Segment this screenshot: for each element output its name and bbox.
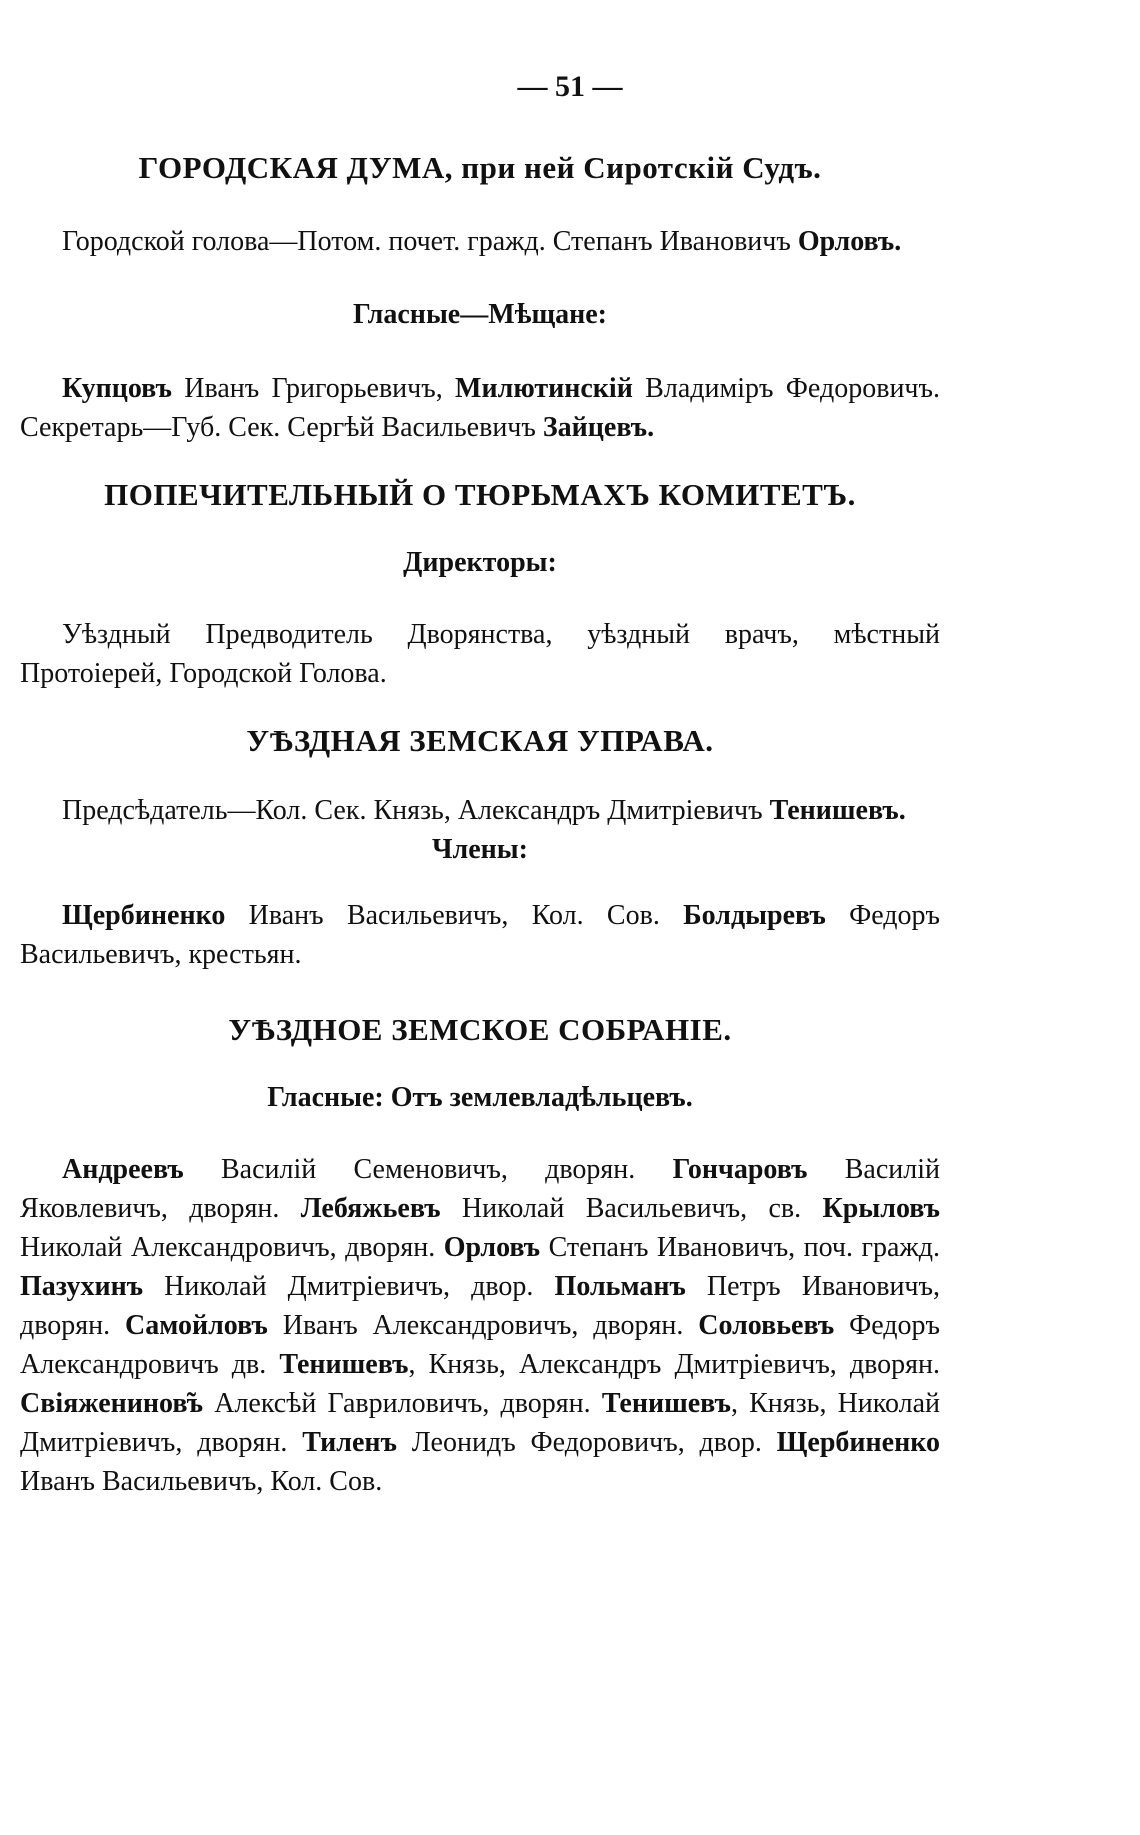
uprava-member-text: Федоръ Васильевичъ, крестьян. [20, 900, 940, 970]
uprava-chair-paragraph [20, 791, 940, 830]
page-body [20, 150, 940, 1501]
uprava-members-paragraph [20, 896, 940, 974]
member-surname: Гончаровъ [672, 1154, 808, 1185]
member-details: Петръ Ивановичъ, дворян. [20, 1271, 940, 1341]
duma-member-name: Милютинскій [455, 373, 633, 404]
sobranie-subhead: Гласные: Отъ землевладѣльцевъ. [267, 1082, 693, 1113]
member-surname: Тенишевъ [279, 1349, 409, 1380]
member-details: , Князь, Николай Дмитріевичъ, дворян. [20, 1388, 940, 1458]
uprava-chair-name: Тенишевъ. [769, 795, 906, 826]
duma-head-text: Городской голова—Потом. почет. гражд. Степанъ Ивановичъ [62, 226, 798, 257]
duma-member-text: Владиміръ Федоровичъ. Секретарь—Губ. Сек. Сергѣй Васильевичъ [20, 373, 940, 443]
member-details: Иванъ Александровичъ, дворян. [267, 1310, 699, 1341]
member-surname: Тиленъ [302, 1427, 397, 1458]
member-surname: Щербиненко [776, 1427, 941, 1458]
duma-members-paragraph [20, 369, 940, 447]
section-title-uprava: УѢЗДНАЯ ЗЕМСКАЯ УПРАВА. [246, 723, 714, 758]
member-details: Василій Семеновичъ, дворян. [183, 1154, 673, 1185]
member-details: Василій Яковлевичъ, дворян. [20, 1154, 940, 1224]
duma-member-name: Купцовъ [62, 373, 172, 404]
list-item [302, 1427, 776, 1458]
duma-member-name: Зайцевъ. [542, 412, 655, 443]
member-surname: Самойловъ [125, 1310, 268, 1341]
list-item [279, 1349, 940, 1380]
list-item [301, 1193, 823, 1224]
uprava-member-name: Щербиненко [62, 900, 226, 931]
uprava-member-name: Болдыревъ [683, 900, 826, 931]
member-surname: Орловъ [443, 1232, 541, 1263]
member-details: Николай Александровичъ, дворян. [20, 1232, 444, 1263]
member-details: Степанъ Ивановичъ, поч. гражд. [540, 1232, 940, 1263]
member-surname: Свіяженинов̃ъ [20, 1388, 204, 1419]
uprava-member-text: Иванъ Васильевичъ, Кол. Сов. [225, 900, 684, 931]
uprava-chair-text: Предсѣдатель—Кол. Сек. Князь, Александръ Дмитріевичъ [62, 795, 770, 826]
list-item [20, 1271, 555, 1302]
member-surname: Андреевъ [62, 1154, 184, 1185]
duma-head-paragraph [20, 222, 940, 261]
member-details: , Князь, Александръ Дмитріевичъ, дворян. [408, 1349, 941, 1380]
page-number: — 51 — [517, 70, 623, 103]
sobranie-list-paragraph [20, 1150, 940, 1501]
member-details: Леонидъ Федоровичъ, двор. [396, 1427, 777, 1458]
section-title-prisons: ПОПЕЧИТЕЛЬНЫЙ О ТЮРЬМАХЪ КОМИТЕТЪ. [104, 477, 856, 512]
member-surname: Тенишевъ [601, 1388, 731, 1419]
duma-head-name: Орловъ. [797, 226, 902, 257]
section-title-sobranie: УѢЗДНОЕ ЗЕМСКОЕ СОБРАНІЕ. [228, 1012, 732, 1047]
uprava-subhead: Члены: [431, 834, 528, 865]
section-title-duma: ГОРОДСКАЯ ДУМА, при ней Сиротскій Судъ. [138, 150, 822, 185]
member-surname: Соловьевъ [698, 1310, 835, 1341]
member-details: Алексѣй Гавриловичъ, дворян. [203, 1388, 602, 1419]
member-details: Иванъ Васильевичъ, Кол. Сов. [20, 1466, 383, 1497]
list-item [125, 1310, 698, 1341]
list-item [444, 1232, 940, 1263]
prisons-paragraph: Уѣздный Предводитель Дворянства, уѣздный врачъ, мѣстный Протоіерей, Городской Голова. [20, 619, 940, 689]
duma-member-text: Иванъ Григорьевичъ, [171, 373, 456, 404]
list-item [62, 1154, 673, 1185]
member-surname: Лебяжьевъ [300, 1193, 441, 1224]
member-surname: Пазухинъ [20, 1271, 144, 1302]
member-details: Николай Васильевичъ, св. [440, 1193, 823, 1224]
prisons-subhead: Директоры: [403, 547, 557, 578]
member-details: Николай Дмитріевичъ, двор. [143, 1271, 555, 1302]
duma-subhead: Гласные—Мѣщане: [353, 299, 607, 330]
member-details: Федоръ Александровичъ дв. [20, 1310, 940, 1380]
list-item [20, 1388, 602, 1419]
member-surname: Польманъ [554, 1271, 686, 1302]
member-surname: Крыловъ [822, 1193, 940, 1224]
